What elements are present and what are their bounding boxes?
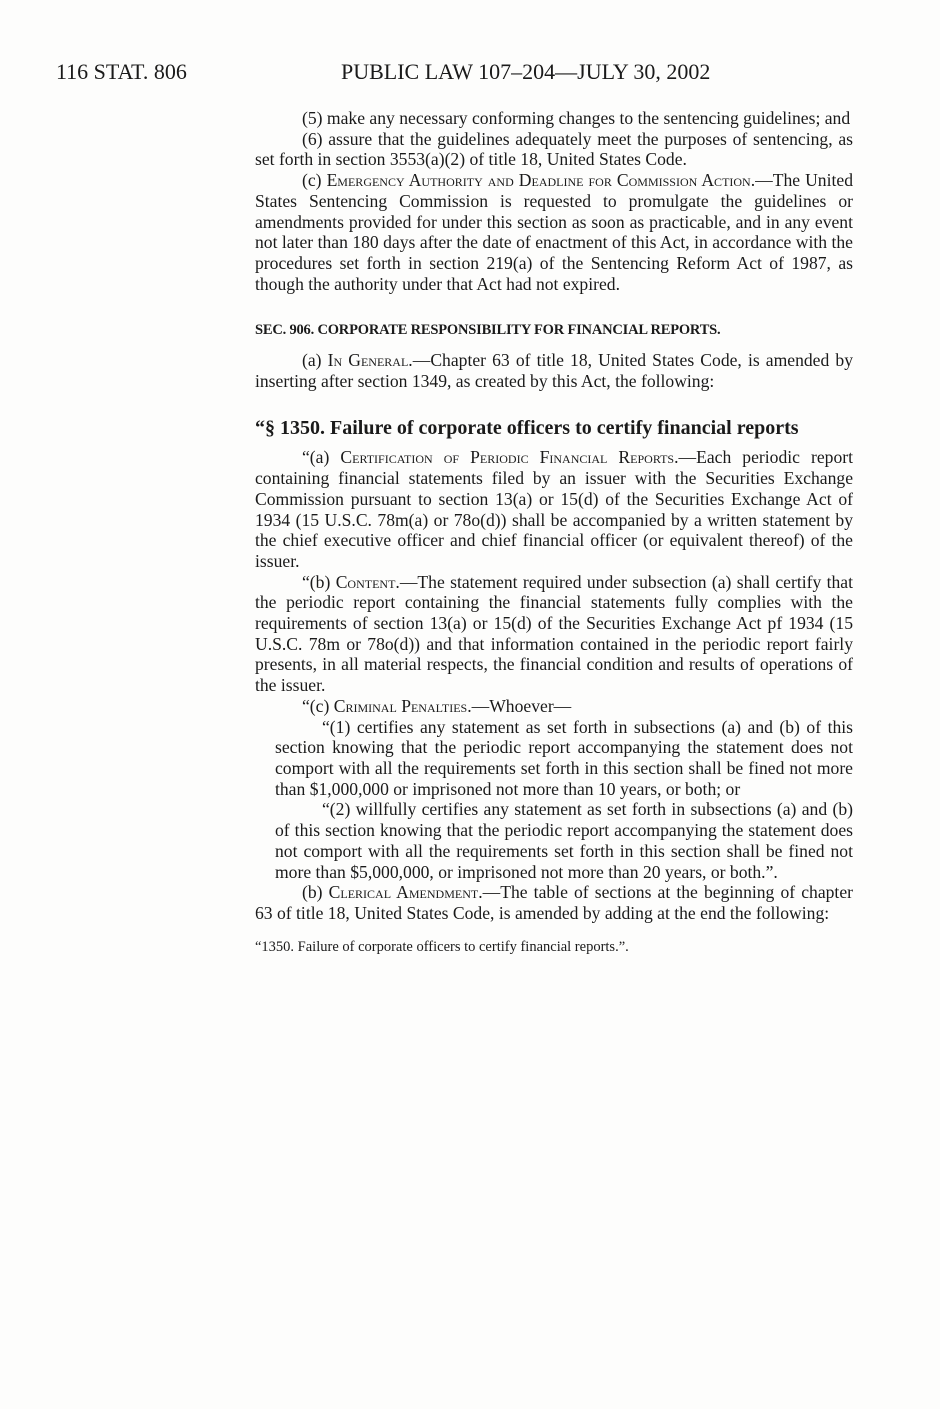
paragraph-penalty-2: “(2) willfully certifies any statement as set forth in subsections (a) and (b) of this section knowing that the periodic report accompanying the statement does not comport with all the requirements set forth in this section shall be fined not more than $5,000,000, or imprisoned not more than 20 years, or both.”. xyxy=(275,799,853,882)
sub-b-heading: Content. xyxy=(335,571,400,592)
paragraph-906-a xyxy=(255,350,853,391)
paragraph-1350-c xyxy=(255,696,853,717)
sub-a-label: “(a) xyxy=(302,447,341,468)
sec906-a-heading: In General. xyxy=(327,350,413,371)
stat-reference: 116 STAT. 806 xyxy=(56,59,187,84)
paragraph-item-5: (5) make any necessary conforming changes to the sentencing guidelines; and xyxy=(302,108,851,128)
sub-c-text: —Whoever— xyxy=(471,695,572,716)
sub-c-label: “(c) xyxy=(302,695,334,716)
sub-a-heading: Certification of Periodic Financial Reports. xyxy=(340,447,679,468)
paragraph-906-b xyxy=(255,882,853,923)
paragraph-penalty-1: “(1) certifies any statement as set forth in subsections (a) and (b) of this section knowing that the periodic report accompanying the statement does not comport with all the requirements set forth in this section shall be fined not more than $1,000,000 or imprisoned not more than 10 years, or both; or xyxy=(275,716,853,799)
subsection-c-label: (c) xyxy=(302,170,327,191)
subsection-c-heading: Emergency Authority and Deadline for Commission Action. xyxy=(326,170,756,191)
body-text xyxy=(255,108,853,956)
section-906-heading: SEC. 906. CORPORATE RESPONSIBILITY FOR FINANCIAL REPORTS. xyxy=(255,322,721,339)
sec906-a-label: (a) xyxy=(302,350,328,371)
sec906-b-text: —The table of sections at the beginning of chapter 63 of title 18, United States Code, is amended by adding at the end the following: xyxy=(255,882,853,923)
sec906-b-heading: Clerical Amendment. xyxy=(328,882,483,903)
new-section-1350-title: “§ 1350. Failure of corporate officers to certify financial reports xyxy=(255,417,799,440)
sub-b-text: —The statement required under subsection (a) shall certify that the periodic report containing the financial statements fully complies with the requirements of section 13(a) or 15(d) of the Securities Exchange Act pf 1934 (15 U.S.C. 78m or 78o(d)) and that information contained in the periodic report fairly presents, in all material respects, the financial condition and results of operations of the issuer. xyxy=(255,571,853,696)
sec906-a-text: —Chapter 63 of title 18, United States Code, is amended by inserting after section 1349, as created by this Act, the following: xyxy=(255,350,853,391)
sec906-b-label: (b) xyxy=(302,882,329,903)
sub-c-heading: Criminal Penalties. xyxy=(333,695,472,716)
subsection-c-text: —The United States Sentencing Commission is requested to promulgate the guidelines or amendments provided for under this section as soon as practicable, and in any event not later than 180 days after the date of enactment of this Act, in accordance with the procedures set forth in section 219(a) of the Sentencing Reform Act of 1987, as though the authority under that Act had not expired. xyxy=(255,170,853,294)
paragraph-item-6: (6) assure that the guidelines adequately meet the purposes of sentencing, as set forth in section 3553(a)(2) of title 18, United States Code. xyxy=(255,128,853,170)
public-law-reference: PUBLIC LAW 107–204—JULY 30, 2002 xyxy=(341,59,711,84)
sub-b-label: “(b) xyxy=(302,571,336,592)
table-of-sections-entry: “1350. Failure of corporate officers to certify financial reports.”. xyxy=(255,938,629,955)
paragraph-1350-a xyxy=(255,447,853,571)
sub-a-text: —Each periodic report containing financial statements filed by an issuer with the Securities Exchange Commission pursuant to section 13(a) or 15(d) of the Securities Exchange Act of 1934 (15 U.S.C. 78m(a) or 78o(d)) shall be accompanied by a written statement by the chief executive officer and chief financial officer (or equivalent thereof) of the issuer. xyxy=(255,447,853,571)
paragraph-subsection-c xyxy=(255,170,853,294)
paragraph-1350-b xyxy=(255,572,853,696)
